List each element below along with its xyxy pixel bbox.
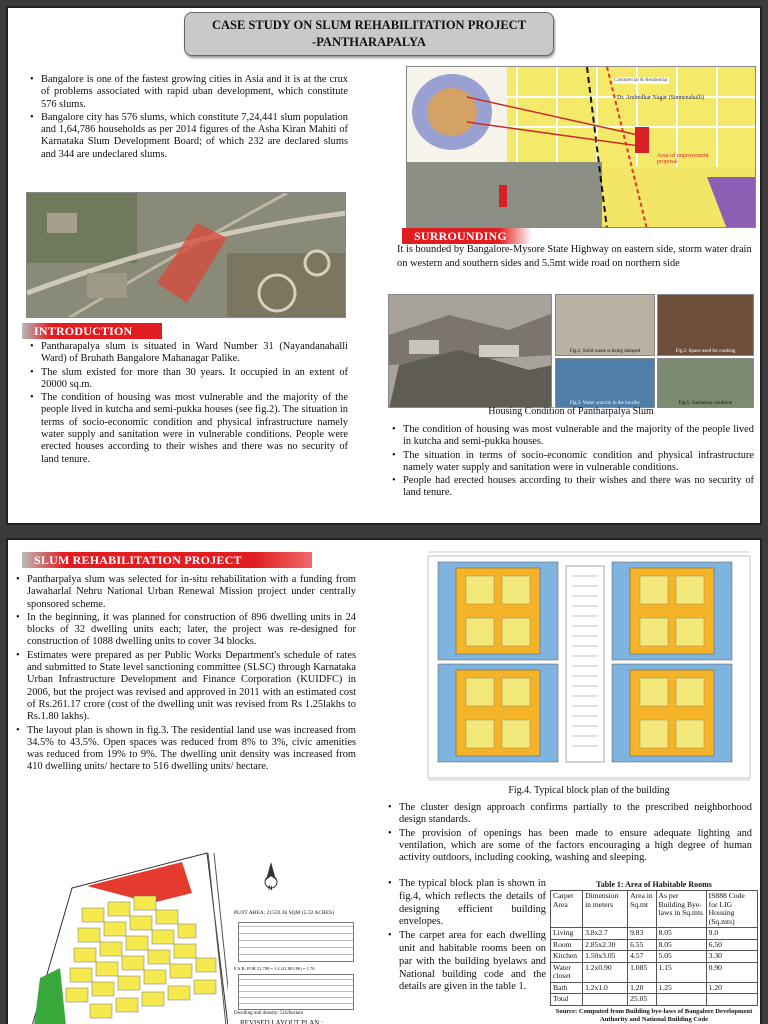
list-item: • The provision of openings has been made to ensure adequate lighting and ventilation, which are some of the factors encouraging a high degree of human activity outdoors, including cooking, washing and sleeping. [388, 828, 752, 865]
surrounding-text: It is bounded by Bangalore-Mysore State Highway on eastern side, storm water drain on western and southern sides and 5.5mt wide road on northern side [397, 244, 752, 269]
density-label: Dwelling unit density: 516/hectare [234, 1011, 304, 1016]
location-map-art [407, 67, 756, 228]
title-line-1: CASE STUDY ON SLUM REHABILITATION PROJECT [211, 18, 527, 32]
list-item: • Estimates were prepared as per Public Works Department's schedule of rates and submitted to State level sanctioning committee (SLSC) through Karnataka Urban Infrastructure Development and Finance Corporation (KUIDFC) in 2006, but the project was revised and approved in 2011 with an estimated cost of Rs.261.17 crore (cost of the dwelling unit was revised from Rs 1.25lakhs to Rs.1.80 lakhs). [16, 650, 356, 724]
list-item: • The cluster design approach confirms partially to the prescribed neighborhood design standards. [388, 802, 752, 827]
table-cell: 6.55 [628, 939, 656, 951]
table-cell: 1.085 [628, 962, 656, 982]
photo-caption: Fig.5: Sanitation condition [678, 401, 733, 406]
table-cell: 8.05 [656, 939, 706, 951]
block-plan-art [426, 546, 752, 782]
table-cell: 5.05 [656, 951, 706, 963]
table-cell: Kitchen [551, 951, 583, 963]
satellite-image-art [27, 193, 346, 318]
list-item: • The slum existed for more than 30 years. It occupied in an extent of 20000 sq.m. [30, 367, 348, 392]
typical-block-bullet-list [388, 878, 546, 995]
table-cell: 8.05 [656, 928, 706, 940]
table-cell: 3.30 [706, 951, 757, 963]
list-item: • In the beginning, it was planned for construction of 896 dwelling units in 24 blocks of 32 dwelling units each; later, the project was re-designed for construction of 1088 dwelling units to cover 34 blocks. [16, 612, 356, 649]
slide-rehabilitation-project [6, 538, 762, 1024]
slide-case-study [6, 6, 762, 525]
surrounding-heading: SURROUNDING [402, 228, 532, 244]
photo-sanitation [657, 358, 754, 408]
table-row [551, 951, 758, 963]
table-cell: 6.50 [706, 939, 757, 951]
housing-bullet-list [392, 424, 754, 501]
list-item: • Pantharapalya slum is situated in Ward Number 31 (Nayandanahalli Ward) of Bruhath Bangalore Mahanagar Palike. [30, 341, 348, 366]
photo-caption: Fig.1: Solid waste is being dumped [569, 349, 641, 354]
table-cell [583, 994, 628, 1006]
table-cell: 25.05 [628, 994, 656, 1006]
table-cell: 1.15 [656, 962, 706, 982]
table-cell: Room [551, 939, 583, 951]
area-table [550, 890, 758, 1006]
habitable-rooms-table [550, 880, 758, 1024]
table-cell: 4.57 [628, 951, 656, 963]
table-cell: Total [551, 994, 583, 1006]
table-row [551, 994, 758, 1006]
table-cell: 1.2x0.90 [583, 962, 628, 982]
table-row [551, 982, 758, 994]
table-cell: 1.2x1.0 [583, 982, 628, 994]
map-label-development: Area of improvement proposal [657, 153, 709, 165]
project-bullet-list [16, 574, 356, 775]
table-header: As per Building Bye-laws in Sq.mts [656, 891, 706, 928]
table-header-row [551, 891, 758, 928]
title-line-2: -PANTHARAPALYA [312, 35, 426, 49]
revised-layout-label: REVISED LAYOUT PLAN : [240, 1019, 324, 1024]
table-cell: Bath [551, 982, 583, 994]
photo-cooking-space [657, 294, 754, 356]
photo-water-scarcity [555, 358, 655, 408]
table-cell: 1.20 [706, 982, 757, 994]
table-source: Source: Computed from Building bye-laws of Bangalore Development Authority and National Building Code [555, 1007, 753, 1023]
list-item: • The situation in terms of socio-economic condition and physical infrastructure namely water supply and sanitation were in vulnerable conditions. [392, 450, 754, 475]
table-header: Dimension in meters [583, 891, 628, 928]
project-heading: SLUM REHABILITATION PROJECT [22, 552, 312, 568]
list-item: • People had erected houses according to their wishes and there was no security of land tenure. [392, 475, 754, 500]
map-legend: Commercial & Residential [614, 78, 668, 83]
table-cell: 9.83 [628, 928, 656, 940]
list-item: • Bangalore city has 576 slums, which constitute 7,24,441 slum population and 1,64,786 households as per 2014 figures of the Asha Kiran Mahiti of Karnataka Slum Development Board; of which 232 are declared slums and 344 are undeclared slums. [30, 112, 348, 161]
list-item: • The layout plan is shown in fig.3. The residential land use was increased from 34.5% to 43.5%. Open spaces was reduced from 8% to 3%, civic amenities was reduced from 19% to 9%. The dwelling unit density was increased from 410 dwelling units/ hectare to 516 dwelling units/ hectare. [16, 725, 356, 774]
plot-area-label: PLOT AREA: 21559.36 SQM (5.32 ACRES) [234, 910, 334, 916]
svg-text:N: N [268, 885, 273, 890]
block-bullet-list [388, 802, 752, 865]
map-label-arterial: Dr. Ambedkar Nagar (Sonnenahalli) [617, 95, 704, 101]
table-cell: 3.8x2.7 [583, 928, 628, 940]
table-cell: Water closet [551, 962, 583, 982]
table-cell: 9.0 [706, 928, 757, 940]
housing-caption: Housing Condition of Pantharpalya Slum [488, 406, 654, 417]
table-cell: 1.50x3.05 [583, 951, 628, 963]
table-header: Area in Sq.mt [628, 891, 656, 928]
table-header: Carpet Area [551, 891, 583, 928]
intro-bullet-list [30, 74, 348, 162]
layout-plan-drawing [32, 848, 228, 1024]
introduction-bullet-list [30, 341, 348, 467]
photo-solid-waste [555, 294, 655, 356]
layout-plan-art [32, 848, 228, 1024]
table-cell: 1.20 [628, 982, 656, 994]
slide-title [184, 12, 554, 56]
slum-photo-main-art [389, 295, 552, 408]
introduction-heading: INTRODUCTION [22, 323, 162, 339]
photo-caption: Fig.2: Space used for cooking [675, 349, 736, 354]
list-item: • The condition of housing was most vulnerable and the majority of the people lived in kutcha and semi-pukka houses (see fig.2). The situation in terms of socio-economic condition and physical infrastructure namely water supply and sanitation were in vulnerable conditions. People were erected houses according to their wishes and there was no security of land tenure. [30, 392, 348, 466]
table-cell [656, 994, 706, 1006]
table-header: IS888 Code for LIG Housing (Sq.mts) [706, 891, 757, 928]
table-row [551, 928, 758, 940]
list-item: • The condition of housing was most vulnerable and the majority of the people lived in kutcha and semi-pukka houses. [392, 424, 754, 449]
area-statement-table [238, 974, 354, 1010]
list-item: • Pantharpalya slum was selected for in-situ rehabilitation with a funding from Jawaharlal Nehru National Urban Renewal Mission project under centrally sponsored scheme. [16, 574, 356, 611]
table-row [551, 962, 758, 982]
table-cell: 2.85x2.30 [583, 939, 628, 951]
photo-caption: Fig.3: Water scarcity in the locality [569, 401, 641, 406]
table-cell [706, 994, 757, 1006]
list-item: • The typical block plan is shown in fig.4, which reflects the details of designing efficient building envelopes. [388, 878, 546, 929]
land-use-table [238, 922, 354, 962]
slum-photo-main [388, 294, 552, 408]
table-cell: 1.25 [656, 982, 706, 994]
table-row [551, 939, 758, 951]
table-title: Table 1: Area of Habitable Rooms [596, 880, 712, 889]
satellite-image [26, 192, 346, 318]
fig4-caption: Fig.4. Typical block plan of the building [508, 785, 670, 796]
location-map [406, 66, 756, 228]
list-item: • Bangalore is one of the fastest growing cities in Asia and it is at the crux of problems associated with rapid uban development, which constitute 576 slums. [30, 74, 348, 111]
far-label: F.A.R: FOR 21,788 = 1.2 (21,803.86) = 1.76 [234, 966, 315, 971]
north-arrow-icon [260, 862, 282, 890]
table-cell: 0.90 [706, 962, 757, 982]
table-cell: Living [551, 928, 583, 940]
block-plan-drawing [426, 546, 752, 782]
list-item: • The carpet area for each dwelling unit and habitable rooms been on par with the building byelaws and National building code and the details are given in the table 1. [388, 930, 546, 994]
